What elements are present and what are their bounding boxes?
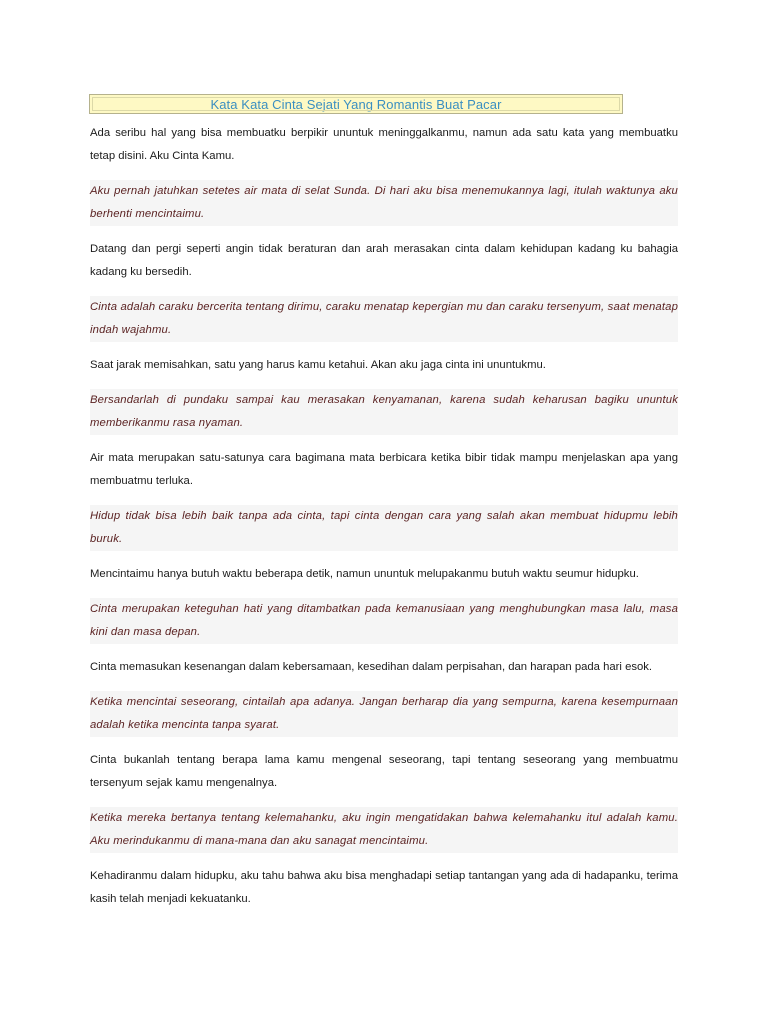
paragraph: Cinta bukanlah tentang berapa lama kamu mengenal seseorang, tapi tentang seseorang yang membuatmu tersenyum sejak kamu mengenalnya. bbox=[90, 754, 678, 789]
article-body bbox=[90, 122, 678, 923]
quote-paragraph: Hidup tidak bisa lebih baik tanpa ada cinta, tapi cinta dengan cara yang salah akan membuat hidupmu lebih buruk. bbox=[90, 505, 678, 551]
paragraph: Mencintaimu hanya butuh waktu beberapa detik, namun ununtuk melupakanmu butuh waktu seumur hidupku. bbox=[90, 568, 639, 580]
paragraph: Saat jarak memisahkan, satu yang harus kamu ketahui. Akan aku jaga cinta ini ununtukmu. bbox=[90, 359, 546, 371]
paragraph: Ada seribu hal yang bisa membuatku berpikir ununtuk meninggalkanmu, namun ada satu kata yang membuatku tetap disini. Aku Cinta Kamu. bbox=[90, 127, 678, 162]
quote-paragraph: Cinta adalah caraku bercerita tentang dirimu, caraku menatap kepergian mu dan caraku tersenyum, saat menatap indah wajahmu. bbox=[90, 296, 678, 342]
paragraph: Kehadiranmu dalam hidupku, aku tahu bahwa aku bisa menghadapi setiap tantangan yang ada di hadapanku, terima kasih telah menjadi kekuatanku. bbox=[90, 870, 678, 905]
quote-paragraph: Cinta merupakan keteguhan hati yang ditambatkan pada kemanusiaan yang menghubungkan masa lalu, masa kini dan masa depan. bbox=[90, 598, 678, 644]
quote-paragraph: Bersandarlah di pundaku sampai kau merasakan kenyamanan, karena sudah keharusan bagiku ununtuk memberikanmu rasa nyaman. bbox=[90, 389, 678, 435]
paragraph: Air mata merupakan satu-satunya cara bagimana mata berbicara ketika bibir tidak mampu menjelaskan apa yang membuatmu terluka. bbox=[90, 452, 678, 487]
paragraph: Datang dan pergi seperti angin tidak beraturan dan arah merasakan cinta dalam kehidupan kadang ku bahagia kadang ku bersedih. bbox=[90, 243, 678, 278]
quote-paragraph: Ketika mereka bertanya tentang kelemahanku, aku ingin mengatidakan bahwa kelemahanku itul adalah kamu. Aku merindukanmu di mana-mana dan aku sanagat mencintaimu. bbox=[90, 807, 678, 853]
quote-paragraph: Aku pernah jatuhkan setetes air mata di selat Sunda. Di hari aku bisa menemukannya lagi, itulah waktunya aku berhenti mencintaimu. bbox=[90, 180, 678, 226]
page-title: Kata Kata Cinta Sejati Yang Romantis Buat Pacar bbox=[210, 96, 502, 112]
title-box bbox=[89, 94, 623, 114]
quote-paragraph: Ketika mencintai seseorang, cintailah apa adanya. Jangan berharap dia yang sempurna, karena kesempurnaan adalah ketika mencinta tanpa syarat. bbox=[90, 691, 678, 737]
paragraph: Cinta memasukan kesenangan dalam kebersamaan, kesedihan dalam perpisahan, dan harapan pada hari esok. bbox=[90, 661, 653, 673]
